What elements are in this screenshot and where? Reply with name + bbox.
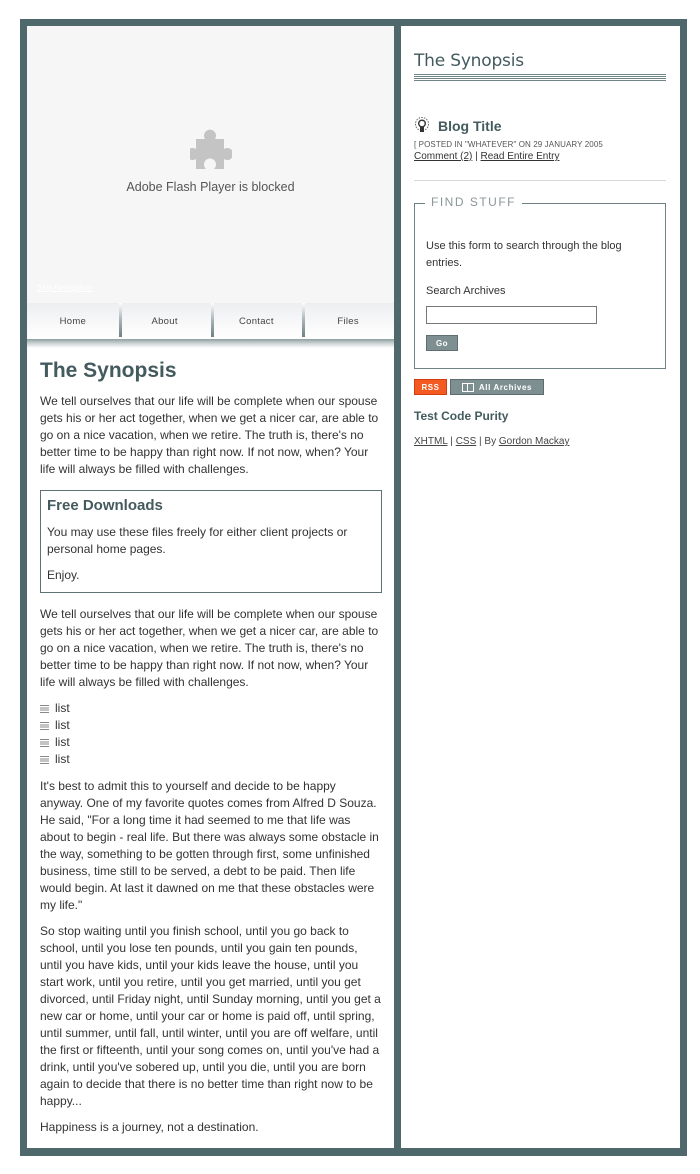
go-button[interactable]: Go	[426, 335, 458, 351]
list-item	[40, 700, 382, 717]
nav-tab-contact[interactable]: Contact	[211, 303, 303, 339]
body-paragraph-4: So stop waiting until you finish school, until you go back to school, until you lose ten pounds, until you gain ten pounds, until you have kids, until your kids leave the house, until you start work, until you retire, until you get married, until you get divorced, until Friday night, until Sunday morning, until you get a new car or home, until your car or home is paid off, until spring, until summer, until fall, until winter, until you are off welfare, until the first or fifteenth, until your song comes on, until you've had a drink, until you've sobered up, until you die, until you are born again to decide that there is no better time than right now to be happy...	[40, 924, 381, 1108]
post-links	[414, 151, 666, 162]
post-title-row	[414, 117, 666, 134]
body-paragraph-3: It's best to admit this to yourself and decide to be happy anyway. One of my favorite quotes comes from Alfred D Souza. He said, "For a long time it had seemed to me that life was about to begin - real life. But there was always some obstacle in the way, something to be gotten through first, some unfinished business, time still to be served, a debt to be paid. Then life would begin. At last it dawned on me that these obstacles were my life."	[40, 779, 379, 912]
link-separator: |	[472, 151, 481, 162]
list-item-text: list	[55, 735, 70, 749]
post-title[interactable]: Blog Title	[438, 117, 502, 134]
search-description: Use this form to search through the blog entries.	[426, 240, 622, 269]
search-archives-label: Search Archives	[426, 285, 506, 297]
body-paragraph-2: We tell ourselves that our life will be complete when our spouse gets his or her act together, when we get a nicer car, are able to go on a nice vacation, when we retire. The truth is, there's no better time to be happy than right now. If not now, when? Your life will always be filled with challenges.	[40, 607, 379, 689]
free-downloads-box	[40, 490, 382, 593]
comment-link[interactable]: Comment (2)	[414, 151, 473, 162]
find-stuff-form	[414, 195, 666, 369]
test-code-purity-heading: Test Code Purity	[414, 409, 509, 423]
find-stuff-legend: FIND STUFF	[425, 195, 522, 209]
flash-blocked-area[interactable]	[27, 26, 394, 303]
css-link[interactable]: CSS	[455, 436, 477, 447]
list-item	[40, 734, 382, 751]
sidebar	[401, 26, 680, 1148]
list-item	[40, 751, 382, 768]
list-item	[40, 717, 382, 734]
sidebar-header	[414, 50, 666, 81]
search-archives-input[interactable]	[426, 306, 597, 324]
nav-tab-about[interactable]: About	[119, 303, 211, 339]
bullet-list	[40, 700, 382, 768]
list-item-text: list	[55, 701, 70, 715]
nav-shadow-divider	[27, 339, 394, 348]
downloads-enjoy: Enjoy.	[47, 568, 80, 582]
list-item-text: list	[55, 718, 70, 732]
credits-separator: |	[447, 436, 456, 447]
xhtml-link[interactable]: XHTML	[414, 436, 448, 447]
list-bullet-icon	[40, 705, 49, 713]
skip-navigation-link[interactable]: Skip Navigation	[37, 283, 93, 292]
nav-tab-files[interactable]: Files	[302, 303, 394, 339]
list-item-text: list	[55, 752, 70, 766]
main-column	[27, 26, 394, 1148]
rss-button[interactable]: RSS	[414, 379, 447, 395]
feed-badges	[414, 379, 544, 395]
lightbulb-icon	[414, 117, 430, 134]
main-content	[40, 358, 382, 1145]
intro-paragraph: We tell ourselves that our life will be complete when our spouse gets his or her act together, when we get a nicer car, are able to go on a nice vacation, when we retire. The truth is, there's no better time to be happy than right now. If not now, when? Your life will always be filled with challenges.	[40, 394, 379, 476]
sidebar-title: The Synopsis	[414, 51, 524, 71]
main-nav	[27, 303, 394, 339]
credits-by: | By	[476, 436, 499, 447]
list-bullet-icon	[40, 722, 49, 730]
list-bullet-icon	[40, 739, 49, 747]
downloads-text: You may use these files freely for either client projects or personal home pages.	[47, 525, 348, 556]
author-link[interactable]: Gordon Mackay	[498, 436, 570, 447]
page-title: The Synopsis	[40, 359, 177, 382]
sidebar-divider	[414, 180, 666, 181]
read-entire-entry-link[interactable]: Read Entire Entry	[480, 151, 560, 162]
blog-post-summary	[414, 117, 666, 162]
page-frame	[20, 19, 687, 1156]
all-archives-label: All Archives	[478, 382, 533, 392]
book-icon	[462, 383, 474, 392]
downloads-title: Free Downloads	[47, 497, 163, 514]
list-bullet-icon	[40, 756, 49, 764]
title-rule-divider	[414, 74, 666, 81]
all-archives-button[interactable]	[450, 379, 544, 395]
post-meta: [ POSTED IN "WHATEVER" ON 29 JANUARY 2005	[414, 140, 603, 149]
flash-blocked-message: Adobe Flash Player is blocked	[126, 180, 295, 194]
puzzle-piece-icon	[190, 127, 232, 171]
closing-paragraph: Happiness is a journey, not a destination.	[40, 1120, 259, 1134]
credits	[414, 436, 569, 447]
nav-tab-home[interactable]: Home	[59, 315, 87, 327]
